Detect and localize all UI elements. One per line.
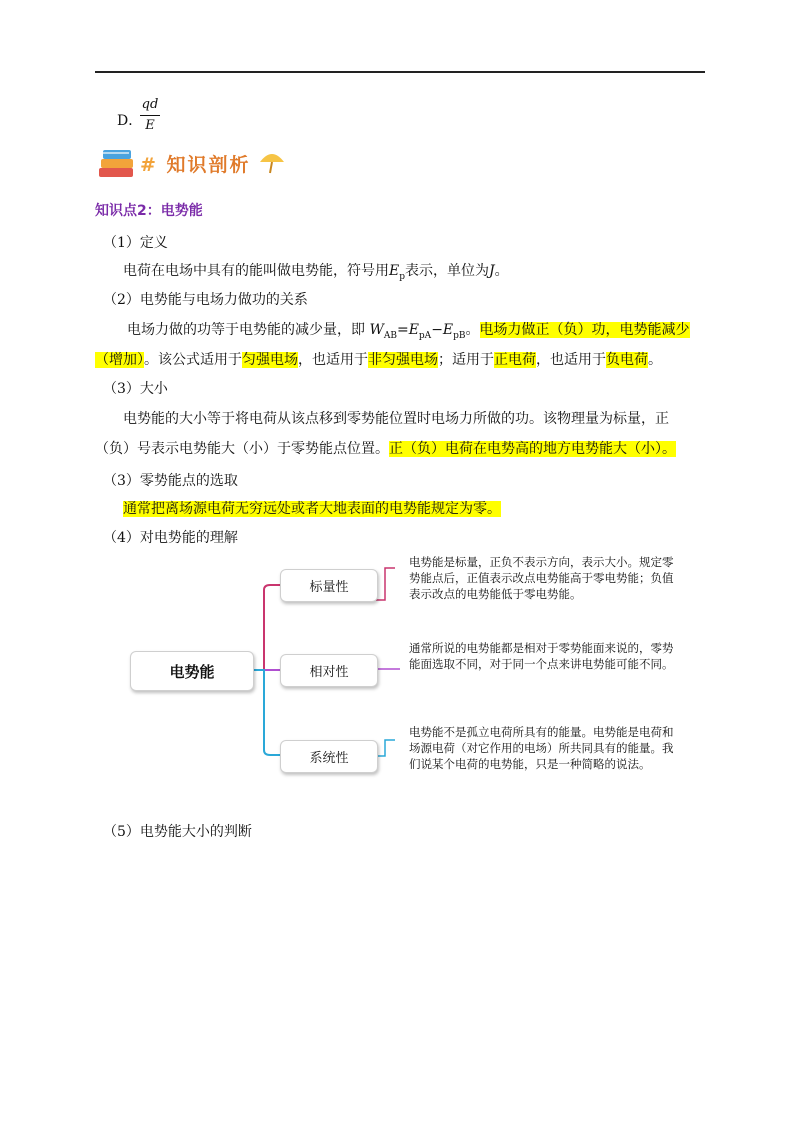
- section-2-text-line1: 电场力做的功等于电势能的减少量，即 $W_{AB}=E_{pA}-E_{pB}$。电场力做正（负）功，电势能减少: [127, 322, 690, 341]
- mindmap-desc-scalar: 电势能是标量，正负不表示方向，表示大小。规定零势能点后，正值表示改点电势能高于零电势能；负值表示改点的电势能低于零电势能。: [409, 555, 674, 601]
- mindmap-desc-system: 电势能不是孤立电荷所具有的能量。电势能是电荷和场源电荷（对它作用的电场）所共同具有的能量。我们说某个电荷的电势能，只是一种简略的说法。: [409, 725, 674, 771]
- mindmap-branch-relative: 相对性: [280, 654, 378, 687]
- section-6-title: （5）电势能大小的判断: [103, 824, 252, 840]
- section-3-text-line1: 电势能的大小等于将电荷从该点移到零势能位置时电场力所做的功。该物理量为标量，正: [123, 411, 669, 427]
- section-2-text-line2: （增加）。该公式适用于匀强电场，也适用于非匀强电场；适用于正电荷，也适用于负电荷。: [95, 352, 662, 368]
- fraction-denominator: E: [145, 118, 155, 133]
- section-2-title: （2）电势能与电场力做功的关系: [103, 292, 308, 308]
- hash-icon: #: [140, 154, 158, 176]
- section-3-text-line2: （负）号表示电势能大（小）于零势能点位置。正（负）电荷在电势高的地方电势能大（小）。: [95, 441, 676, 457]
- mindmap-branch-system: 系统性: [280, 740, 378, 773]
- section-5-title: （4）对电势能的理解: [103, 530, 238, 546]
- mindmap-branch-scalar: 标量性: [280, 569, 378, 602]
- mindmap-root: 电势能: [130, 651, 254, 691]
- option-d-label: D．: [117, 113, 143, 129]
- section-1-text: 电荷在电场中具有的能叫做电势能，符号用$E_p$表示，单位为J。: [123, 263, 509, 282]
- highlight-work-energy: 电场力做正（负）功，电势能减少: [479, 322, 690, 338]
- mindmap-desc-relative: 通常所说的电势能都是相对于零势能面来说的，零势能面选取不同，对于同一个点来讲电势能可能不同。: [409, 641, 674, 671]
- section-4-text: 通常把离场源电荷无穷远处或者大地表面的电势能规定为零。: [123, 501, 501, 517]
- section-4-title: （3）零势能点的选取: [103, 473, 238, 489]
- section-1-title: （1）定义: [103, 235, 168, 251]
- section-3-title: （3）大小: [103, 381, 168, 397]
- fraction-numerator: qd: [141, 97, 159, 112]
- knowledge-point-title: 知识点2：电势能: [95, 203, 203, 219]
- banner-title: # 知识剖析: [140, 154, 251, 176]
